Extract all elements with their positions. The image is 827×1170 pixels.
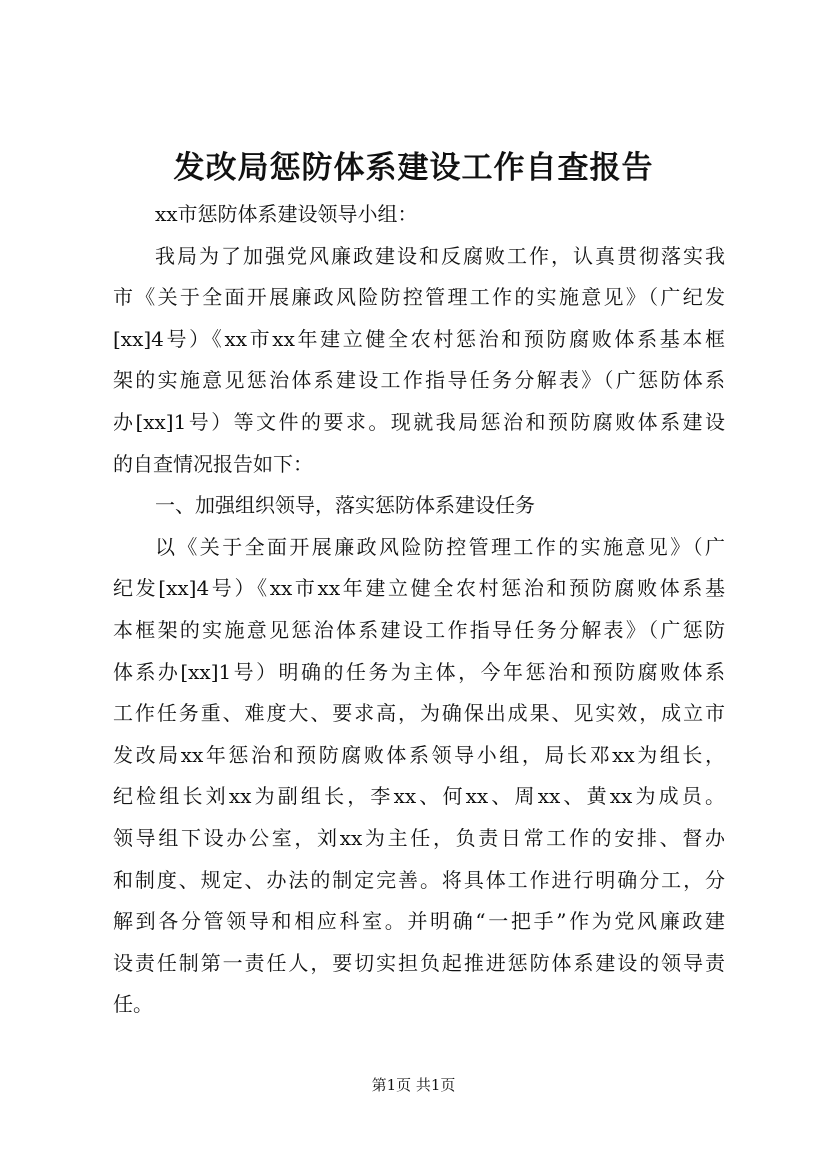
paragraph-line: 办[xx]1号）等文件的要求。现就我局惩治和预防腐败体系建设 — [113, 409, 725, 434]
page-footer: 第1页 共1页 — [371, 1076, 456, 1094]
paragraph-line: 解到各分管领导和相应科室。并明确“一把手”作为党风廉政建 — [113, 909, 725, 934]
paragraph-line: 发改局xx年惩治和预防腐败体系领导小组，局长邓xx为组长， — [113, 742, 725, 767]
paragraph-line: 体系办[xx]1号）明确的任务为主体，今年惩治和预防腐败体系 — [113, 659, 725, 684]
paragraph-line: 任。 — [113, 992, 153, 1017]
paragraph-line: [xx]4号）《xx市xx年建立健全农村惩治和预防腐败体系基本框 — [113, 326, 725, 351]
paragraph-line: 工作任务重、难度大、要求高，为确保出成果、见实效，成立市 — [113, 701, 725, 726]
paragraph-line: 的自查情况报告如下： — [113, 451, 313, 476]
paragraph-line: 以《关于全面开展廉政风险防控管理工作的实施意见》（广 — [155, 534, 725, 559]
document-title: 发改局惩防体系建设工作自查报告 — [173, 150, 654, 186]
paragraph-line: 设责任制第一责任人，要切实担负起推进惩防体系建设的领导责 — [113, 950, 725, 975]
paragraph-line: 和制度、规定、办法的制定完善。将具体工作进行明确分工，分 — [113, 867, 725, 892]
document-body — [113, 194, 725, 1026]
paragraph-line: 我局为了加强党风廉政建设和反腐败工作，认真贯彻落实我 — [155, 243, 725, 268]
paragraph-line: 领导组下设办公室，刘xx为主任，负责日常工作的安排、督办 — [113, 825, 725, 850]
paragraph-line: xx市惩防体系建设领导小组： — [155, 202, 418, 226]
paragraph-line: 架的实施意见惩治体系建设工作指导任务分解表》（广惩防体系 — [113, 368, 725, 393]
paragraph-line: 一、加强组织领导，落实惩防体系建设任务 — [155, 493, 535, 518]
paragraph-line: 市《关于全面开展廉政风险防控管理工作的实施意见》（广纪发 — [113, 285, 725, 310]
paragraph-line: 纪发[xx]4号）《xx市xx年建立健全农村惩治和预防腐败体系基 — [113, 576, 725, 601]
paragraph-line: 本框架的实施意见惩治体系建设工作指导任务分解表》（广惩防 — [113, 617, 725, 642]
paragraph-line: 纪检组长刘xx为副组长，李xx、何xx、周xx、黄xx为成员。 — [113, 784, 725, 809]
